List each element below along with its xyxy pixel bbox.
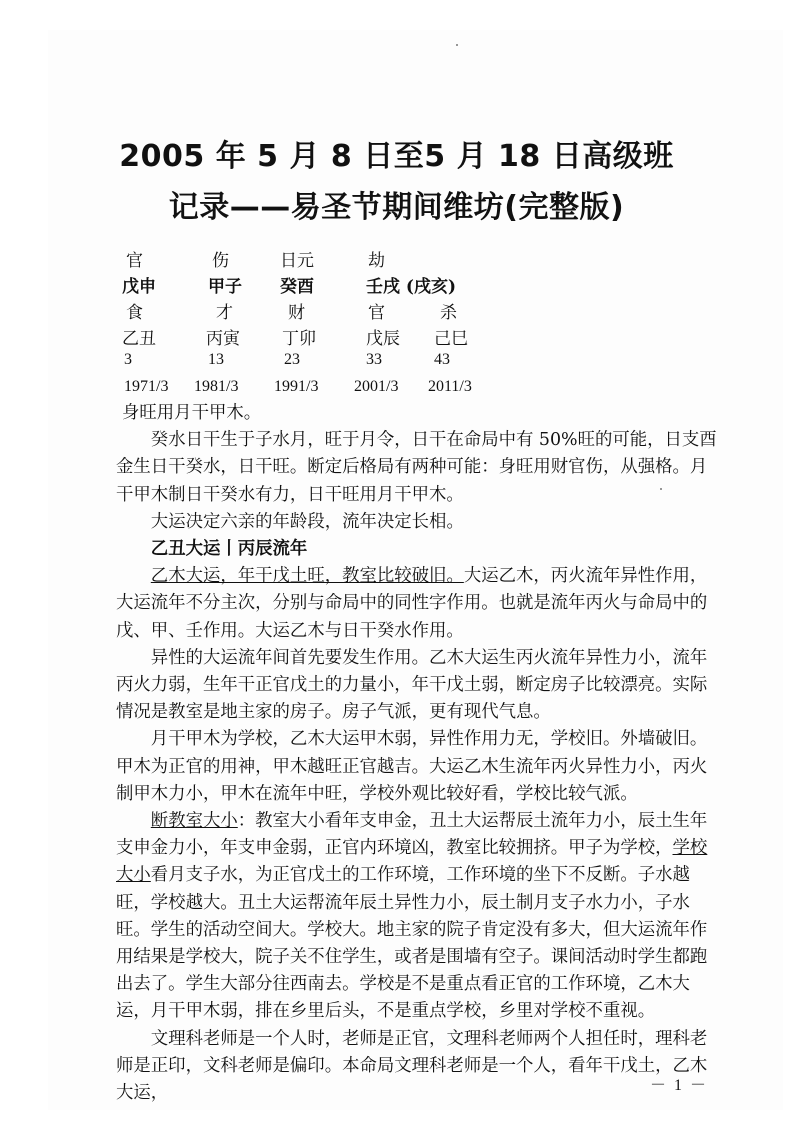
chart-cell: 甲子 — [208, 277, 242, 297]
chart-cell: 伤 — [212, 251, 229, 271]
chart-cell: 33 — [366, 351, 382, 368]
chart-cell: 官 — [126, 251, 143, 271]
chart-cell: 丁卯 — [282, 329, 316, 349]
chart-cell: 23 — [284, 351, 300, 368]
chart-cell: 才 — [216, 303, 233, 323]
chart-cell: 己巳 — [434, 329, 468, 349]
section-heading: 乙丑大运丨丙辰流年 — [150, 539, 308, 560]
page-number: － 1 － — [650, 1077, 709, 1094]
chart-cell: 官 — [368, 303, 385, 323]
scan-speck — [456, 44, 458, 46]
chart-cell: 癸酉 — [280, 277, 314, 297]
chart-cell: 1991/3 — [274, 378, 319, 395]
title-line-1: 2005 年 5 月 8 日至5 月 18 日高级班 — [119, 139, 674, 174]
chart-cell: 戊申 — [122, 277, 156, 297]
chart-cell: 43 — [434, 351, 450, 368]
paragraph: 月干甲木为学校，乙木大运甲木弱，异性作用力无，学校旧。外墙破旧。甲木为正官的用神，甲木越旺正官越吉。大运乙木生流年丙火异性力小，丙火制甲木力小，甲木在流年中旺，学校外观比较好看，学校比较气派。 — [116, 729, 708, 804]
paragraph: 癸水日干生于子水月，旺于月令，日干在命局中有 50%旺的可能，日支酉金生日干癸水，日干旺。断定后格局有两种可能：身旺用财官伤，从强格。月干甲木制日干癸水有力，日干旺用月干甲木。 — [116, 430, 717, 505]
paragraph-text: 大运乙木，丙火流年异性作用，大运流年不分主次，分别与命局中的同性字作用。也就是流年丙火与命局中的戊、甲、壬作用。大运乙木与日干癸水作用。 — [116, 566, 708, 641]
paragraph: 异性的大运流年间首先要发生作用。乙木大运生丙火流年异性力小，流年丙火力弱，生年干正官戊土的力量小，年干戊土弱，断定房子比较漂亮。实际情况是教室是地主家的房子。房子气派，更有现代气息。 — [116, 647, 708, 723]
chart-cell: 劫 — [368, 251, 385, 271]
paragraph: 身旺用月干甲木。 — [122, 403, 262, 423]
paragraph: 大运决定六亲的年龄段，流年决定长相。 — [150, 511, 464, 532]
chart-cell: 杀 — [440, 303, 457, 323]
chart-cell: 13 — [208, 351, 224, 368]
chart-cell: 食 — [126, 303, 143, 323]
paragraph — [116, 563, 721, 645]
chart-cell: 1981/3 — [194, 378, 239, 395]
chart-cell: 2011/3 — [428, 378, 472, 395]
chart-cell: 1971/3 — [124, 378, 169, 395]
chart-cell: 3 — [124, 351, 132, 368]
chart-cell: 日元 — [280, 251, 314, 271]
paragraph: 文理科老师是一个人时，老师是正官，文理科老师两个人担任时，理科老师是正印，文科老师是偏印。本命局文理科老师是一个人，看年干戊土，乙木大运， — [116, 1028, 708, 1104]
underlined-phrase: 断教室大小 — [150, 811, 238, 832]
chart-cell: 财 — [288, 303, 305, 323]
underlined-phrase: 乙木大运，年干戊土旺，教室比较破旧。 — [150, 566, 464, 587]
document-body — [116, 400, 721, 1107]
chart-cell: 丙寅 — [206, 329, 240, 349]
underlined-phrase: 学校大小 — [116, 838, 708, 886]
title-line-2: 记录——易圣节期间维坊(完整版) — [168, 190, 625, 225]
paragraph-text: 看月支子水，为正官戊土的工作环境，工作环境的坐下不反断。子水越旺，学校越大。丑土大运帮流年辰土异性力小，辰土制月支子水力小，子水旺。学生的活动空间大。学校大。地主家的院子肯定没有多大，但大运流年作用结果是学校大，院子关不住学生，或者是围墙有空子。课间活动时学生都跑出去了。学生大部分往西南去。学校是不是重点看正官的工作环境，乙木大运，月干甲木弱，排在乡里后头，不是重点学校，乡里对学校不重视。 — [116, 865, 708, 1022]
chart-cell: 戊辰 — [366, 329, 400, 349]
chart-cell: 乙丑 — [122, 329, 156, 349]
chart-cell: 壬戌 (戌亥) — [366, 277, 457, 297]
paragraph-text: ：教室大小看年支申金，丑土大运帮辰土流年力小，辰土生年支申金力小，年支申金弱，正官内环境凶，教室比较拥挤。甲子为学校， — [116, 811, 708, 859]
chart-cell: 2001/3 — [354, 378, 399, 395]
paragraph — [116, 808, 721, 1026]
